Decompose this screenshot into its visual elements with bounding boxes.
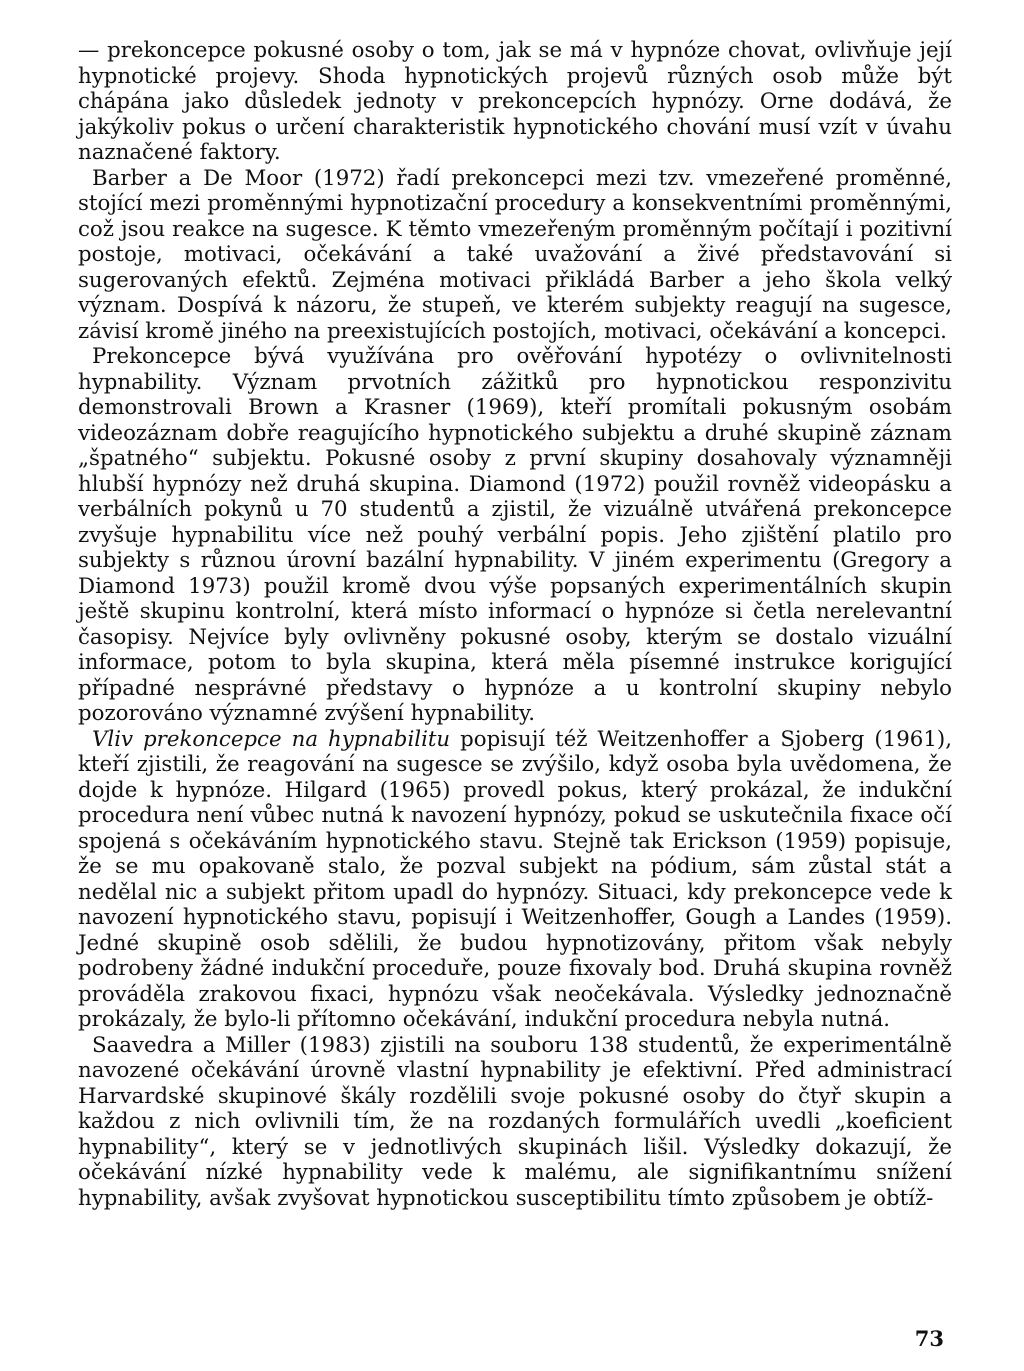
paragraph-2: [78, 166, 952, 345]
paragraph-4: [78, 727, 952, 1033]
paragraph-3: [78, 344, 952, 727]
paragraph-3-text: Prekoncepce bývá využívána pro ověřování hypotézy o ovlivnitelnosti hypnability. Význam prvotních zážitků pro hypnotickou responzivitu demonstrovali Brown a Krasner (1969), kteří promítali pokusným osobám videozáznam dobře reagujícího hypnotického subjektu a druhé skupině záznam „špatného“ subjektu. Pokusné osoby z první skupiny dosahovaly významněji hlubší hypnózy než druhá skupina. Diamond (1972) použil rovněž videopásku a verbálních pokynů u 70 studentů a zjistil, že vizuálně utvářená prekoncepce zvyšuje hypnabilitu více než pouhý verbální popis. Jeho zjištění platilo pro subjekty s různou úrovní bazální hypnability. V jiném experimentu (Gregory a Diamond 1973) použil kromě dvou výše popsaných experimentálních skupin ještě skupinu kontrolní, která místo informací o hypnóze si četla nerelevantní časopisy. Nejvíce byly ovlivněny pokusné osoby, kterým se dostalo vizuální informace, potom to byla skupina, která měla písemné instrukce korigující případné nesprávné představy o hypnóze a u kontrolní skupiny nebylo pozorováno významné zvýšení hypnability.: [78, 344, 952, 726]
paragraph-4-lead: Vliv prekoncepce na hypnabilitu: [92, 726, 451, 752]
page-number: 73: [914, 1326, 944, 1351]
paragraph-5-text: Saavedra a Miller (1983) zjistili na souboru 138 studentů, že experimentálně navozené očekávání úrovně vlastní hypnability je efektivní. Před administrací Harvardské skupinové škály rozdělili svoje pokusné osoby do čtyř skupin a každou z nich ovlivnili tím, že na rozdaných formulářích uvedli „koeficient hypnability“, který se v jednotlivých skupinách lišil. Výsledky dokazují, že očekávání nízké hypnability vede k malému, ale signifikantnímu snížení hypnability, avšak zvyšovat hypnotickou susceptibilitu tímto způsobem je obtíž-: [78, 1032, 952, 1211]
page-body: [78, 38, 952, 1211]
paragraph-1-text: — prekoncepce pokusné osoby o tom, jak se má v hypnóze chovat, ovlivňuje její hypnotické projevy. Shoda hypnotických projevů různých osob může být chápána jako důsledek jednoty v prekoncepcích hypnózy. Orne dodává, že jakýkoliv pokus o určení charakteristik hypnotického chování musí vzít v úvahu naznačené faktory.: [78, 38, 952, 165]
paragraph-2-text: Barber a De Moor (1972) řadí prekoncepci mezi tzv. vmezeřené proměnné, stojící mezi proměnnými hypnotizační procedury a konsekventními proměnnými, což jsou reakce na sugesce. K těmto vmezeřeným proměnným počítají i pozitivní postoje, motivaci, očekávání a také uvažování a živé představování si sugerovaných efektů. Zejména motivaci přikládá Barber a jeho škola velký význam. Dospívá k názoru, že stupeň, ve kterém subjekty reagují na sugesce, závisí kromě jiného na preexistujících postojích, motivaci, očekávání a koncepci.: [78, 165, 952, 344]
paragraph-1: [78, 38, 952, 166]
paragraph-4-text: popisují též Weitzenhoffer a Sjoberg (1961), kteří zjistili, že reagování na sugesce se zvýšilo, když osoba byla uvědomena, že dojde k hypnóze. Hilgard (1965) provedl pokus, který prokázal, že indukční procedura není vůbec nutná k navození hypnózy, pokud se uskutečnila fixace očí spojená s očekáváním hypnotického stavu. Stejně tak Erickson (1959) popisuje, že se mu opakovaně stalo, že pozval subjekt na pódium, sám zůstal stát a nedělal nic a subjekt přitom upadl do hypnózy. Situaci, kdy prekoncepce vede k navození hypnotického stavu, popisují i Weitzenhoffer, Gough a Landes (1959). Jedné skupině osob sdělili, že budou hypnotizovány, přitom však nebyly podrobeny žádné indukční proceduře, pouze fixovaly bod. Druhá skupina rovněž prováděla zrakovou fixaci, hypnózu však neočekávala. Výsledky jednoznačně prokázaly, že bylo-li přítomno očekávání, indukční procedura nebyla nutná.: [78, 726, 952, 1032]
paragraph-5: [78, 1033, 952, 1212]
